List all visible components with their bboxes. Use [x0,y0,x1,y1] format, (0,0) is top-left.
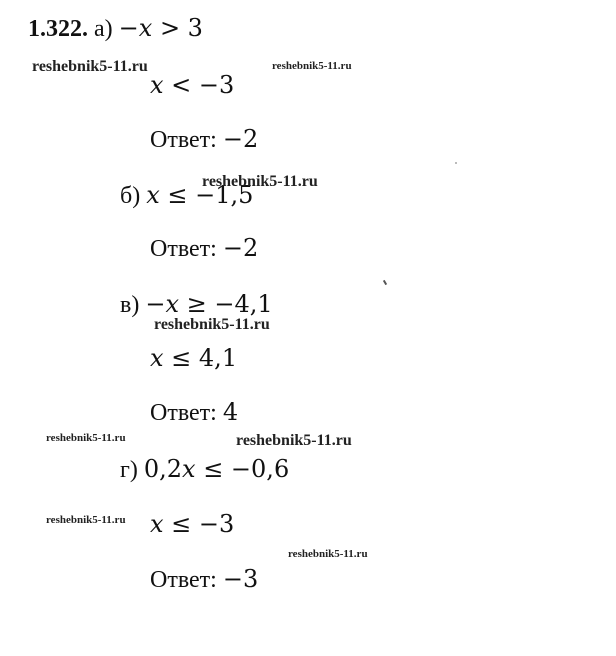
part-g-answer [150,565,258,594]
variable-x: x [150,71,164,99]
part-g-label: г) [120,457,138,483]
watermark: reshebnik5-11.ru [46,432,126,444]
part-a-step2: x < −3 [150,71,235,99]
part-g-line [120,455,289,484]
scan-speck [455,162,457,164]
variable-x: x [150,344,164,372]
answer-label: Ответ: [150,127,217,153]
part-b-answer [150,234,258,263]
watermark: reshebnik5-11.ru [46,514,126,526]
answer-value: −2 [222,125,259,153]
part-v-label: в) [120,292,140,318]
watermark: reshebnik5-11.ru [272,60,352,72]
part-g-step1: 0,2x ≤ −0,6 [143,455,290,483]
problem-number: 1.322. [28,16,88,42]
watermark: reshebnik5-11.ru [32,58,148,75]
part-b-step1: x ≤ −1,5 [146,181,254,209]
watermark: reshebnik5-11.ru [154,316,270,333]
watermark: reshebnik5-11.ru [236,432,352,449]
part-a-label: а) [94,16,113,42]
answer-value: −2 [222,234,259,262]
answer-label: Ответ: [150,567,217,593]
answer-value: −3 [222,565,259,593]
part-v-step2: x ≤ 4,1 [150,344,238,372]
scan-speck [383,280,387,285]
watermark: reshebnik5-11.ru [202,173,318,190]
part-g-step2: x ≤ −3 [150,510,235,538]
problem-header [28,14,203,43]
part-a-step1: −x > 3 [118,14,203,42]
variable-x: x [146,181,160,209]
variable-x: x [182,455,196,483]
variable-x: x [150,510,164,538]
answer-value: 4 [222,398,239,426]
variable-x: x [138,14,153,42]
part-v-step1: −x ≥ −4,1 [145,290,273,318]
part-v-answer [150,398,238,427]
part-v-line [120,290,273,319]
watermark: reshebnik5-11.ru [288,548,368,560]
answer-label: Ответ: [150,236,217,262]
variable-x: x [165,290,179,318]
answer-label: Ответ: [150,400,217,426]
part-b-label: б) [120,183,141,209]
part-a-answer [150,125,258,154]
